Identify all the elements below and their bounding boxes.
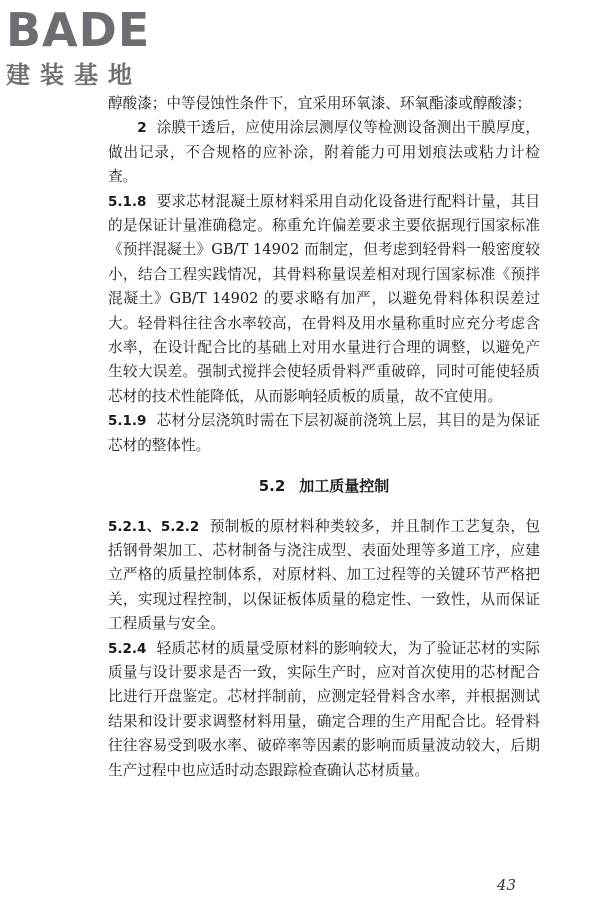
logo-brand: BADE (6, 3, 151, 57)
paragraph-text: 涂膜干透后，应使用涂层测厚仪等检测设备测出干膜厚度，做出记录，不合规格的应补涂，附着能力可用划痕法或粘力计检查。 (108, 119, 540, 186)
section-title: 加工质量控制 (299, 477, 390, 496)
clause-number: 5.2.4 (108, 640, 147, 657)
paragraph-text: 要求芯材混凝土原材料采用自动化设备进行配料计量，其目的是保证计量准确稳定。称重允许偏差要求主要依据现行国家标准《预拌混凝土》GB/T 14902 而制定，但考虑到轻骨料一般密度较小，结合工程实践情况，其骨料称量误差相对现行国家标准《预拌混凝土》GB/T 14902 的要求略有加严，以避免骨料体积误差过大。轻骨料往往含水率较高，在骨料及用水量称重时应充分考虑含水率，在设计配合比的基础上对用水量进行合理的调整，以避免产生较大误差。强制式搅拌会使轻质骨料严重破碎，同时可能使轻质芯材的技术性能降低，从而影响轻质板的质量，故不宜使用。 (108, 192, 540, 405)
clause-number: 5.1.9 (108, 413, 147, 430)
section-heading (108, 474, 540, 498)
paragraph (108, 116, 540, 189)
page-number: 43 (496, 876, 516, 894)
paragraph-text: 预制板的原材料种类较多，并且制作工艺复杂，包括钢骨架加工、芯材制备与浇注成型、表面处理等多道工序，应建立严格的质量控制体系，对原材料、加工过程等的关键环节严格把关，实现过程控制，以保证板体质量的稳定性、一致性，从而保证工程质量与安全。 (108, 517, 540, 633)
section-number: 5.2 (258, 477, 286, 496)
logo-subtitle: 建装基地 (6, 61, 142, 89)
paragraph (108, 190, 540, 410)
paragraph (108, 515, 540, 637)
paragraph (108, 637, 540, 783)
paragraph-text: 芯材分层浇筑时需在下层初凝前浇筑上层，其目的是为保证芯材的整体性。 (108, 412, 540, 454)
clause-number: 5.1.8 (108, 193, 147, 210)
document-body (108, 92, 540, 783)
paragraph (108, 409, 540, 458)
clause-number: 2 (137, 120, 147, 137)
paragraph (108, 92, 540, 116)
paragraph-text: 醇酸漆；中等侵蚀性条件下，宜采用环氧漆、环氧酯漆或醇酸漆； (108, 95, 532, 112)
clause-number: 5.2.1、5.2.2 (108, 518, 200, 535)
paragraph-text: 轻质芯材的质量受原材料的影响较大，为了验证芯材的实际质量与设计要求是否一致，实际生产时，应对首次使用的芯材配合比进行开盘鉴定。芯材拌制前，应测定轻骨料含水率，并根据测试结果和设计要求调整材料用量，确定合理的生产用配合比。轻骨料往往容易受到吸水率、破碎率等因素的影响而质量波动较大，后期生产过程中也应适时动态跟踪检查确认芯材质量。 (108, 639, 540, 779)
